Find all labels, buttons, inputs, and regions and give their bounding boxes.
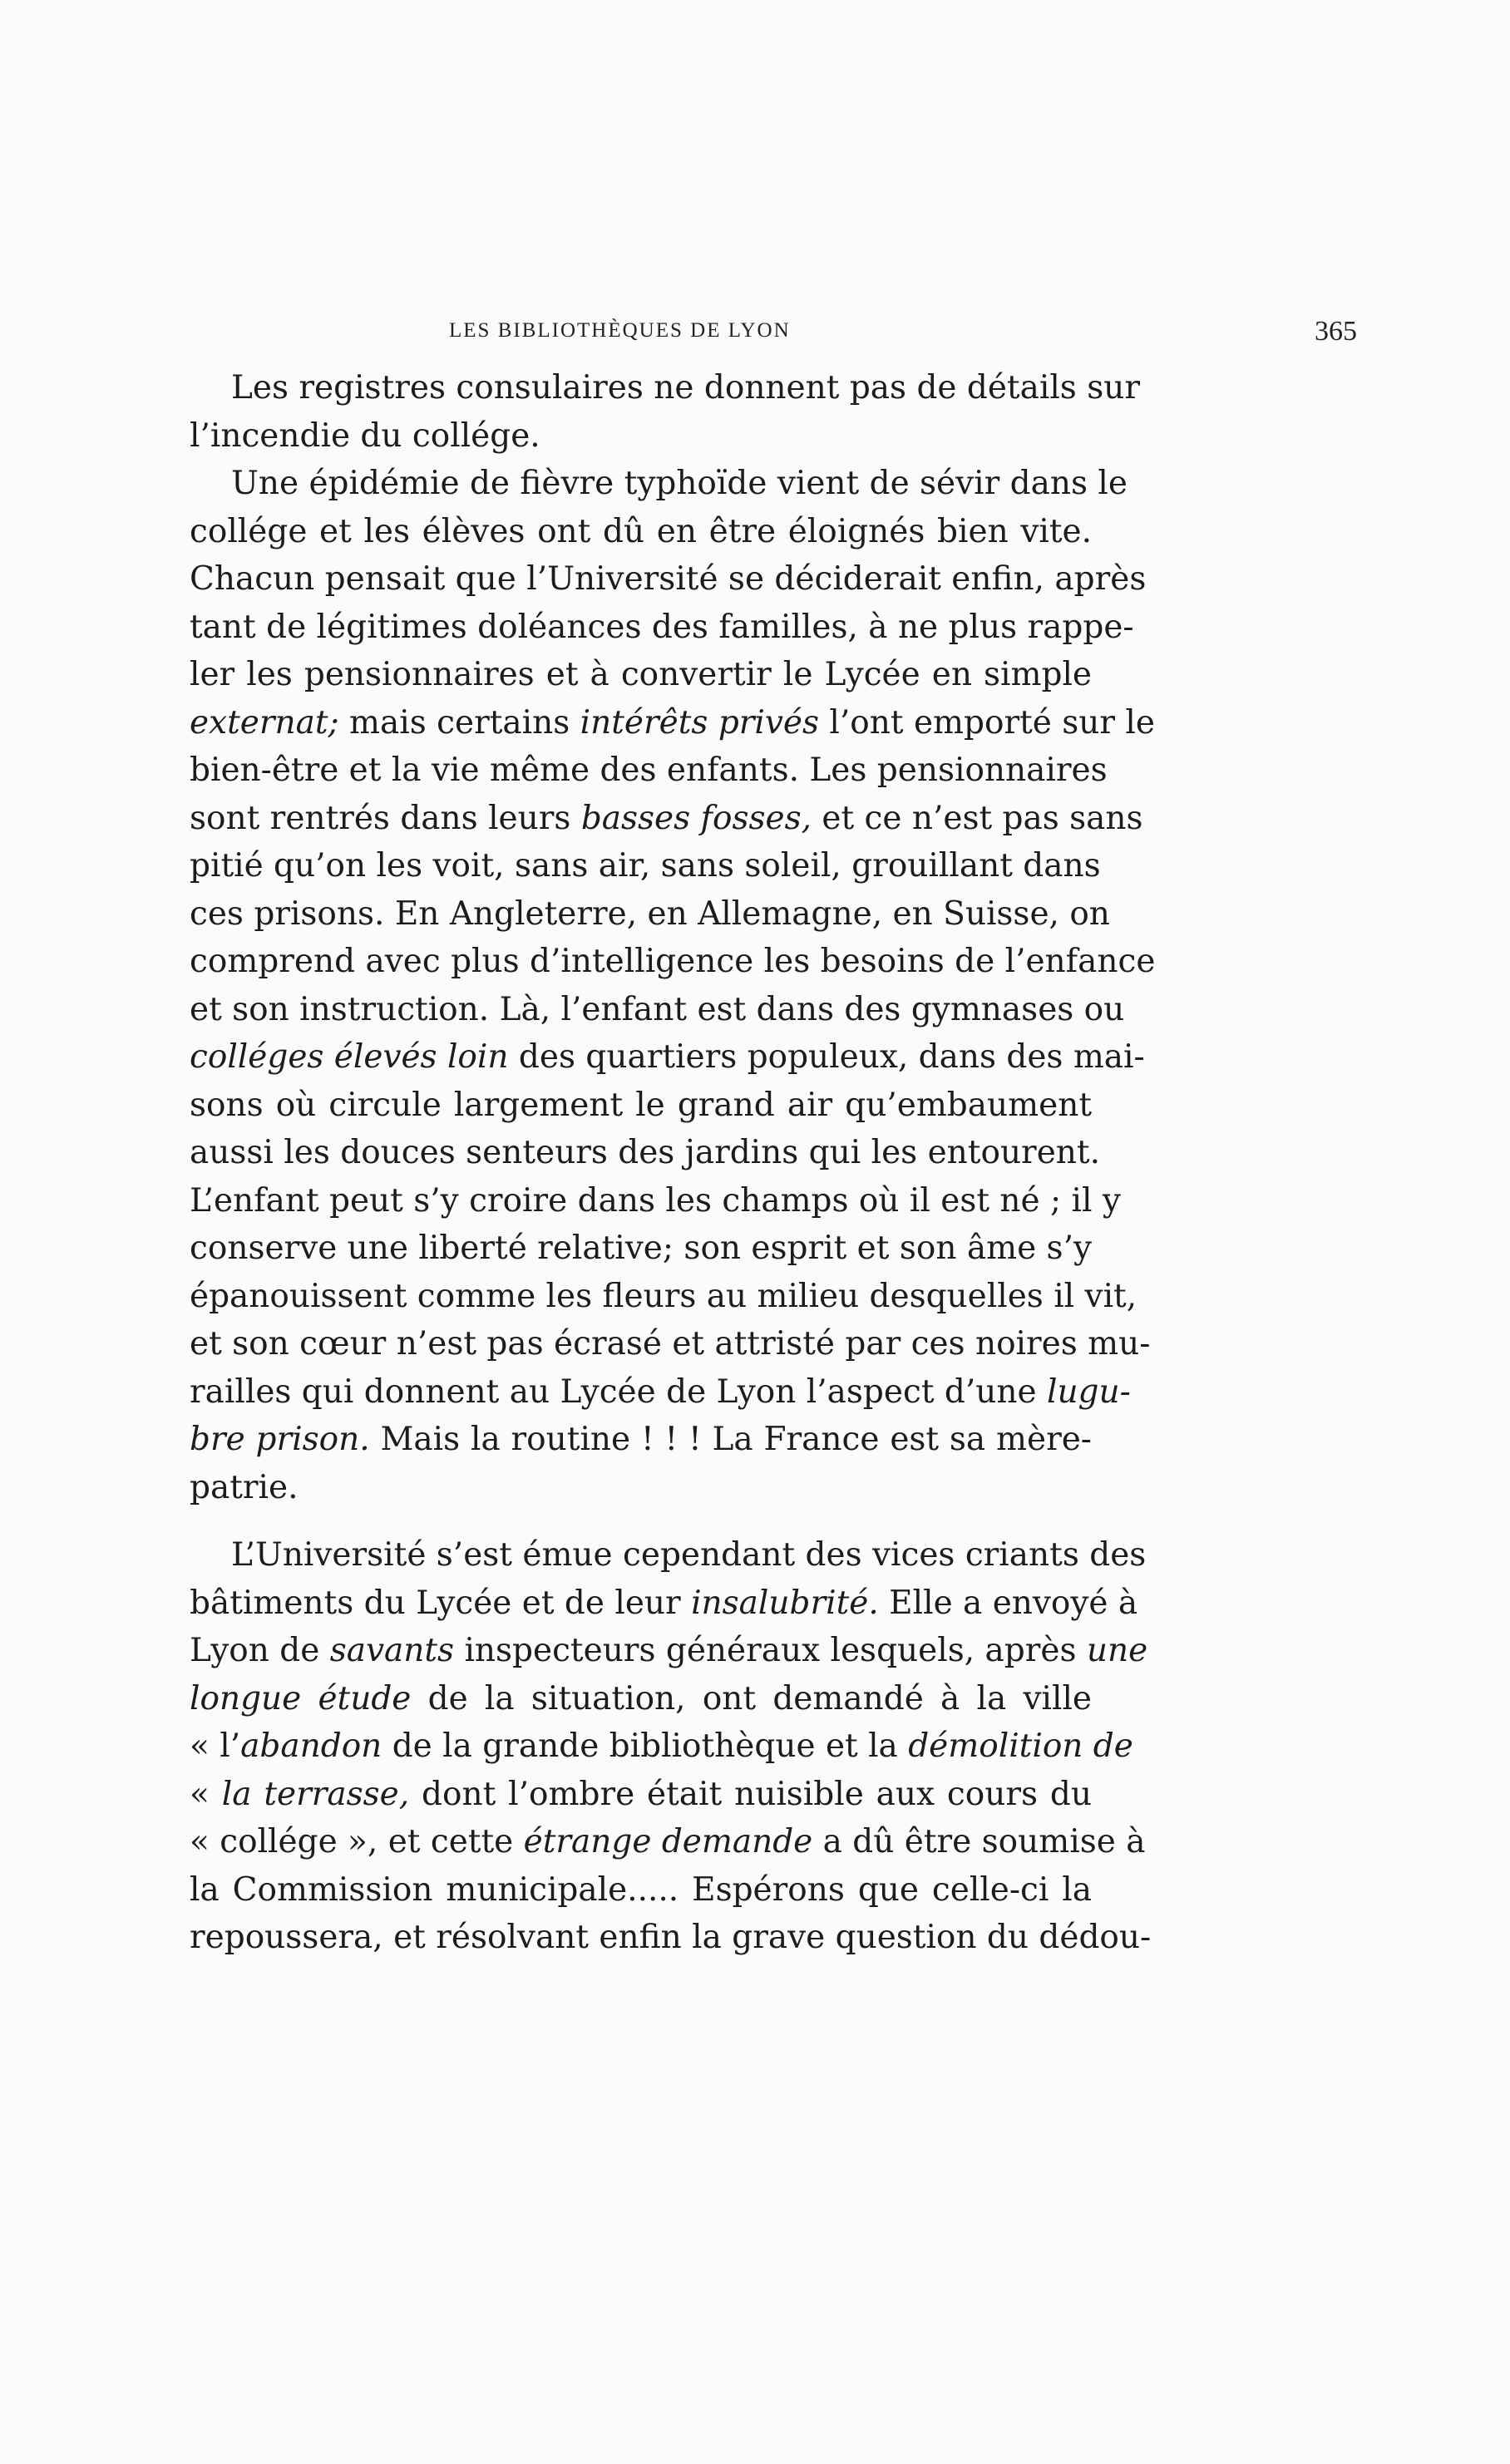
italic-text: étrange demande [523, 1823, 813, 1860]
text-line [190, 747, 1108, 795]
text-line [190, 842, 1101, 890]
text-line [190, 1320, 1151, 1368]
text-run: épanouissent comme les fleurs au milieu desquelles il vit, [190, 1277, 1137, 1315]
text-run: des quartiers populeux, dans des mai- [508, 1038, 1145, 1076]
text-line [190, 699, 1155, 747]
text-run: a dû être soumise à [812, 1823, 1146, 1860]
italic-text: abandon [240, 1727, 382, 1765]
text-line [190, 1225, 1092, 1273]
page-number: 365 [1315, 316, 1357, 347]
text-run: collége et les élèves ont dû en être éloignés bien vite. [190, 512, 1092, 550]
text-run: de la situation, ont demandé à la ville [411, 1679, 1093, 1717]
body-text [190, 364, 1156, 1962]
text-line [190, 1531, 1147, 1579]
italic-text: démolition de [908, 1727, 1133, 1765]
text-run: aussi les douces senteurs des jardins qui les entourent. [190, 1134, 1100, 1171]
text-run: l’ont emporté sur le [819, 703, 1155, 742]
text-run: patrie. [190, 1468, 299, 1506]
text-run: pitié qu’on les voit, sans air, sans soleil, grouillant dans [190, 847, 1101, 885]
italic-text: insalubrité. [691, 1584, 879, 1622]
text-run: « [190, 1775, 222, 1813]
text-line [190, 938, 1156, 986]
italic-text: intérêts privés [580, 703, 820, 742]
text-run: l’incendie du collége. [190, 416, 540, 455]
text-run: Elle a envoyé à [878, 1584, 1138, 1622]
text-run: Lyon de [190, 1632, 330, 1669]
text-line [190, 364, 1140, 412]
text-run: de la grande bibliothèque et la [382, 1727, 909, 1765]
text-line [190, 604, 1134, 652]
text-run: bien-être et la vie même des enfants. Les pensionnaires [190, 752, 1108, 789]
text-line [190, 1464, 1092, 1512]
text-line [190, 1627, 1148, 1675]
text-run: inspecteurs généraux lesquels, après [454, 1632, 1087, 1669]
text-run: L’enfant peut s’y croire dans les champs où il est né ; il y [190, 1181, 1121, 1220]
text-run: comprend avec plus d’intelligence les besoins de l’enfance [190, 943, 1156, 980]
text-run: sons où circule largement le grand air qu’embaument [190, 1086, 1092, 1124]
text-run: et son instruction. Là, l’enfant est dans des gymnases ou [190, 990, 1125, 1028]
running-head-title: LES BIBLIOTHÈQUES DE LYON [449, 319, 791, 342]
text-line [190, 1416, 1092, 1464]
text-run: « l’ [190, 1727, 241, 1765]
text-line [190, 1368, 1131, 1417]
text-line [190, 890, 1110, 939]
text-line [190, 1177, 1121, 1225]
text-run: mais certains [338, 703, 580, 742]
text-line [190, 1082, 1092, 1130]
text-run: L’Université s’est émue cependant des vices criants des [231, 1536, 1147, 1574]
text-line [190, 651, 1092, 699]
text-run: ces prisons. En Angleterre, en Allemagne, en Suisse, on [190, 894, 1110, 933]
text-line [190, 1818, 1146, 1866]
text-line [190, 1579, 1138, 1628]
text-line [190, 1771, 1092, 1819]
text-line [190, 1033, 1145, 1082]
text-line [190, 555, 1147, 604]
text-line [190, 412, 1092, 461]
text-line [190, 1914, 1152, 1962]
text-run: la Commission municipale..... Espérons que celle-ci la [190, 1870, 1092, 1909]
italic-text: lugu- [1046, 1372, 1131, 1411]
text-run: sont rentrés dans leurs [190, 799, 581, 837]
italic-text: externat; [190, 703, 339, 742]
text-line [190, 1129, 1100, 1177]
text-line [190, 508, 1092, 556]
text-run: bâtiments du Lycée et de leur [190, 1584, 692, 1622]
text-run: ler les pensionnaires et à convertir le Lycée en simple [190, 656, 1092, 693]
italic-text: basses fosses, [580, 799, 812, 837]
text-line [190, 986, 1125, 1034]
text-run: Les registres consulaires ne donnent pas de détails sur [231, 369, 1140, 407]
text-run: tant de légitimes doléances des familles, à ne plus rappe- [190, 608, 1134, 646]
text-run: « collége », et cette [190, 1823, 524, 1860]
text-line [190, 1675, 1092, 1723]
text-line [190, 1722, 1133, 1771]
text-run: railles qui donnent au Lycée de Lyon l’aspect d’une [190, 1372, 1047, 1411]
text-run: et ce n’est pas sans [811, 799, 1143, 837]
italic-text: une [1086, 1632, 1148, 1669]
italic-text: longue étude [190, 1679, 412, 1717]
text-run: conserve une liberté relative; son esprit et son âme s’y [190, 1230, 1092, 1267]
running-head [449, 316, 1382, 356]
text-run: et son cœur n’est pas écrasé et attristé par ces noires mu- [190, 1325, 1151, 1363]
text-line [190, 460, 1128, 508]
text-run: Mais la routine ! ! ! La France est sa mère- [369, 1421, 1092, 1458]
italic-text: bre prison. [190, 1421, 370, 1458]
text-line [190, 795, 1143, 843]
text-run: Une épidémie de fièvre typhoïde vient de sévir dans le [231, 465, 1128, 502]
italic-text: la terrasse, [221, 1775, 410, 1813]
italic-text: savants [329, 1632, 455, 1669]
text-line [190, 1866, 1092, 1915]
text-line [190, 1273, 1137, 1321]
text-run: repoussera, et résolvant enfin la grave question du dédou- [190, 1919, 1152, 1956]
italic-text: colléges élevés loin [190, 1038, 509, 1076]
paragraph-gap [190, 1511, 1092, 1531]
text-run: dont l’ombre était nuisible aux cours du [409, 1775, 1092, 1813]
text-run: Chacun pensait que l’Université se déciderait enfin, après [190, 560, 1147, 598]
